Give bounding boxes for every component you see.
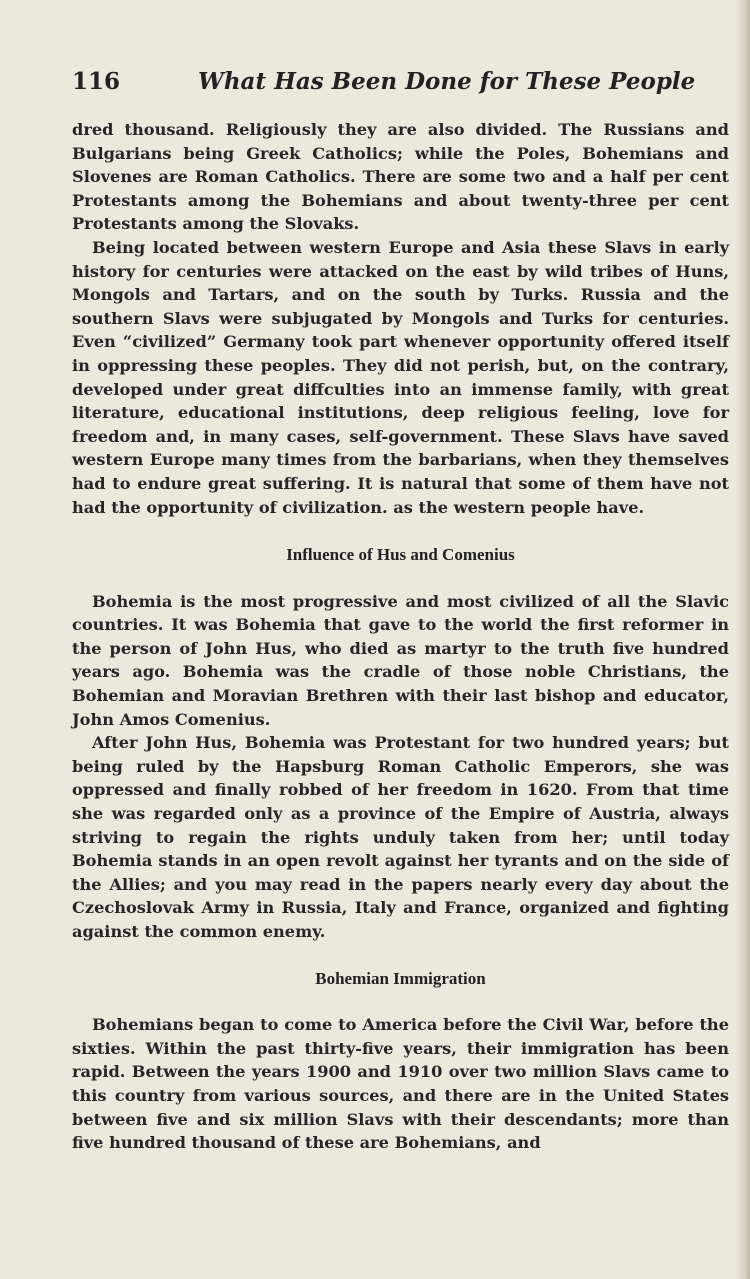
body-text (72, 118, 729, 1155)
paragraph-bohemia-progressive: Bohemia is the most progressive and most civilized of all the Slavic countries. It was Bohemia that gave to the world the first reformer in the person of John Hus, who died as martyr to the truth five hundred years ago. Bohemia was the cradle of those noble Christians, the Bohemian and Moravian Brethren with their last bishop and educator, John Amos Comenius. (72, 591, 729, 729)
paragraph-immigration: Bohemians began to come to America before the Civil War, before the sixties. Within the past thirty-five years, their immigration has been rapid. Between the years 1900 and 1910 over two million Slavs came to this country from various sources, and there are in the United States between five and six million Slavs with their descendants; more than five hundred thousand of these are Bohemians, and (72, 1015, 729, 1153)
page-edge-shadow (736, 0, 750, 1279)
page-number: 116 (72, 68, 121, 95)
section-heading-immigration: Bohemian Immigration (315, 968, 486, 988)
page-header (72, 68, 712, 108)
paragraph-after-hus: After John Hus, Bohemia was Protestant for two hundred years; but being ruled by the Hapsburg Roman Catholic Emperors, she was oppressed and finally robbed of her freedom in 1620. From that time she was regarded only as a province of the Empire of Austria, always striving to regain the rights unduly taken from her; until today Bohemia stands in an open revolt against her tyrants and on the side of the Allies; and you may read in the papers nearly every day about the Czechoslovak Army in Russia, Italy and France, organized and fighting against the common enemy. (72, 733, 729, 941)
running-title: What Has Been Done for These People (198, 68, 696, 95)
section-heading-hus-comenius: Influence of Hus and Comenius (286, 545, 515, 565)
paragraph-continued: dred thousand. Religiously they are also divided. The Russians and Bulgarians being Greek Catholics; while the Poles, Bohemians and Slovenes are Roman Catholics. There are some two and a half per cent Protestants among the Bohemians and about twenty-three per cent Protestants among the Slovaks. (72, 120, 729, 234)
paragraph-slav-history: Being located between western Europe and Asia these Slavs in early history for centuries were attacked on the east by wild tribes of Huns, Mongols and Tartars, and on the south by Turks. Russia and the southern Slavs were subjugated by Mongols and Turks for centuries. Even “civilized” Germany took part whenever opportunity offered itself in oppressing these peoples. They did not perish, but, on the contrary, developed under great diffculties into an immense family, with great literature, educational institutions, deep religious feeling, love for freedom and, in many cases, self-government. These Slavs have saved western Europe many times from the barbarians, when they themselves had to endure great suffering. It is natural that some of them have not had the opportunity of civilization. as the western people have. (72, 237, 729, 517)
